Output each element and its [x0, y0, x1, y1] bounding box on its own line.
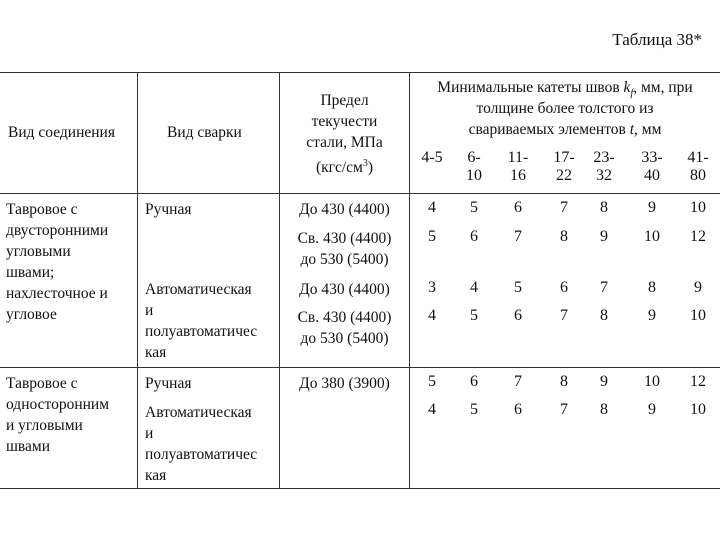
leg-value-cell: 9: [600, 228, 608, 245]
leg-value-cell: 9: [648, 401, 656, 418]
leg-value-cell: 10: [690, 199, 706, 216]
header-yield-line3: стали, МПа: [306, 134, 383, 151]
leg-value-cell: 5: [470, 199, 478, 216]
leg-value-cell: 12: [690, 373, 706, 390]
thickness-range-from: 41-: [687, 149, 709, 166]
leg-value-cell: 4: [428, 307, 436, 324]
group1-joint-type: Тавровое с двусторонними угловыми швами; нахлесточное и угловое: [6, 201, 109, 323]
group2-joint-type: Тавровое с односторонним и угловыми швами: [6, 375, 110, 455]
leg-value-cell: 8: [600, 307, 608, 324]
leg-value-cell: 12: [690, 228, 706, 245]
leg-value-cell: 8: [560, 228, 568, 245]
thickness-range-header: [681, 149, 715, 185]
column-rule-1: [137, 72, 138, 489]
group-divider-rule: [0, 367, 720, 368]
group2-auto-welding: Автоматическая и полуавтоматичес кая: [145, 404, 258, 484]
group1-manual-welding: Ручная: [145, 201, 192, 218]
header-welding-type: Вид сварки: [167, 124, 242, 141]
leg-value-cell: 4: [428, 401, 436, 418]
leg-value-cell: 9: [648, 307, 656, 324]
leg-value-cell: 7: [560, 199, 568, 216]
thickness-range-to: 80: [690, 167, 706, 184]
leg-value-cell: 7: [560, 307, 568, 324]
leg-value-cell: 5: [514, 279, 522, 296]
thickness-range-from: 6-: [467, 149, 481, 166]
leg-value-cell: 6: [514, 307, 522, 324]
leg-value-cell: 9: [694, 279, 702, 296]
leg-value-cell: 10: [690, 307, 706, 324]
leg-value-cell: 4: [428, 199, 436, 216]
leg-value-cell: 6: [560, 279, 568, 296]
leg-value-cell: 4: [470, 279, 478, 296]
leg-value-cell: 5: [428, 228, 436, 245]
thickness-range-from: 33-: [641, 149, 663, 166]
header-yield-line2: текучести: [311, 113, 378, 130]
thickness-range-to: 10: [466, 167, 482, 184]
leg-value-cell: 5: [470, 401, 478, 418]
leg-value-cell: 9: [600, 373, 608, 390]
leg-value-cell: 6: [514, 199, 522, 216]
g2-strength: До 380 (3900): [299, 375, 390, 392]
leg-value-cell: 10: [644, 373, 660, 390]
leg-value-cell: 7: [560, 401, 568, 418]
leg-value-cell: 3: [428, 279, 436, 296]
header-joint-type: Вид соединения: [8, 124, 115, 141]
thickness-range-to: 22: [556, 167, 572, 184]
header-yield-line1: Предел: [320, 92, 369, 109]
thickness-range-header: [635, 149, 669, 185]
thickness-range-header: [547, 149, 581, 185]
leg-value-cell: 5: [428, 373, 436, 390]
leg-value-cell: 8: [560, 373, 568, 390]
leg-value-cell: 8: [648, 279, 656, 296]
g1-row3-strength: До 430 (4400): [299, 281, 390, 298]
leg-value-cell: 9: [648, 199, 656, 216]
table-bottom-rule: [0, 488, 720, 489]
group1-auto-welding: Автоматическая и полуавтоматичес кая: [145, 281, 258, 361]
thickness-range-from: 11-: [507, 149, 529, 166]
leg-value-cell: 8: [600, 401, 608, 418]
header-min-leg-line2: толщине более толстого из: [476, 100, 654, 117]
thickness-range-from: 4-5: [421, 149, 443, 166]
thickness-range-to: 16: [510, 167, 526, 184]
thickness-range-header: [501, 149, 535, 185]
leg-value-cell: 7: [600, 279, 608, 296]
thickness-range-from: 23-: [593, 149, 615, 166]
thickness-range-to: 40: [644, 167, 660, 184]
thickness-range-header: [587, 149, 621, 185]
leg-value-cell: 7: [514, 228, 522, 245]
header-min-leg-line1: Минимальные катеты швов $k_f$, мм, при: [437, 79, 693, 100]
leg-value-cell: 6: [470, 228, 478, 245]
leg-value-cell: 8: [600, 199, 608, 216]
group2-manual-welding: Ручная: [145, 375, 192, 392]
thickness-range-to: 32: [596, 167, 612, 184]
thickness-range-header: [415, 149, 449, 167]
g1-row4-strength: Св. 430 (4400) до 530 (5400): [297, 309, 392, 347]
header-bottom-rule: [0, 193, 720, 194]
leg-value-cell: 10: [690, 401, 706, 418]
header-yield-line4: $(кгс/см^3)$: [315, 158, 374, 177]
leg-value-cell: 6: [514, 401, 522, 418]
g1-row1-strength: До 430 (4400): [299, 201, 390, 218]
g1-row2-strength: Св. 430 (4400) до 530 (5400): [297, 230, 392, 268]
leg-value-cell: 7: [514, 373, 522, 390]
thickness-range-header: [457, 149, 491, 185]
header-min-leg-line3: свариваемых элементов t, мм: [468, 121, 662, 138]
table-top-rule: [0, 72, 720, 73]
weld-leg-table: [0, 72, 720, 489]
leg-value-cell: 5: [470, 307, 478, 324]
leg-value-cell: 6: [470, 373, 478, 390]
leg-value-cell: 10: [644, 228, 660, 245]
table-caption: Таблица 38*: [612, 30, 702, 49]
thickness-range-from: 17-: [553, 149, 575, 166]
